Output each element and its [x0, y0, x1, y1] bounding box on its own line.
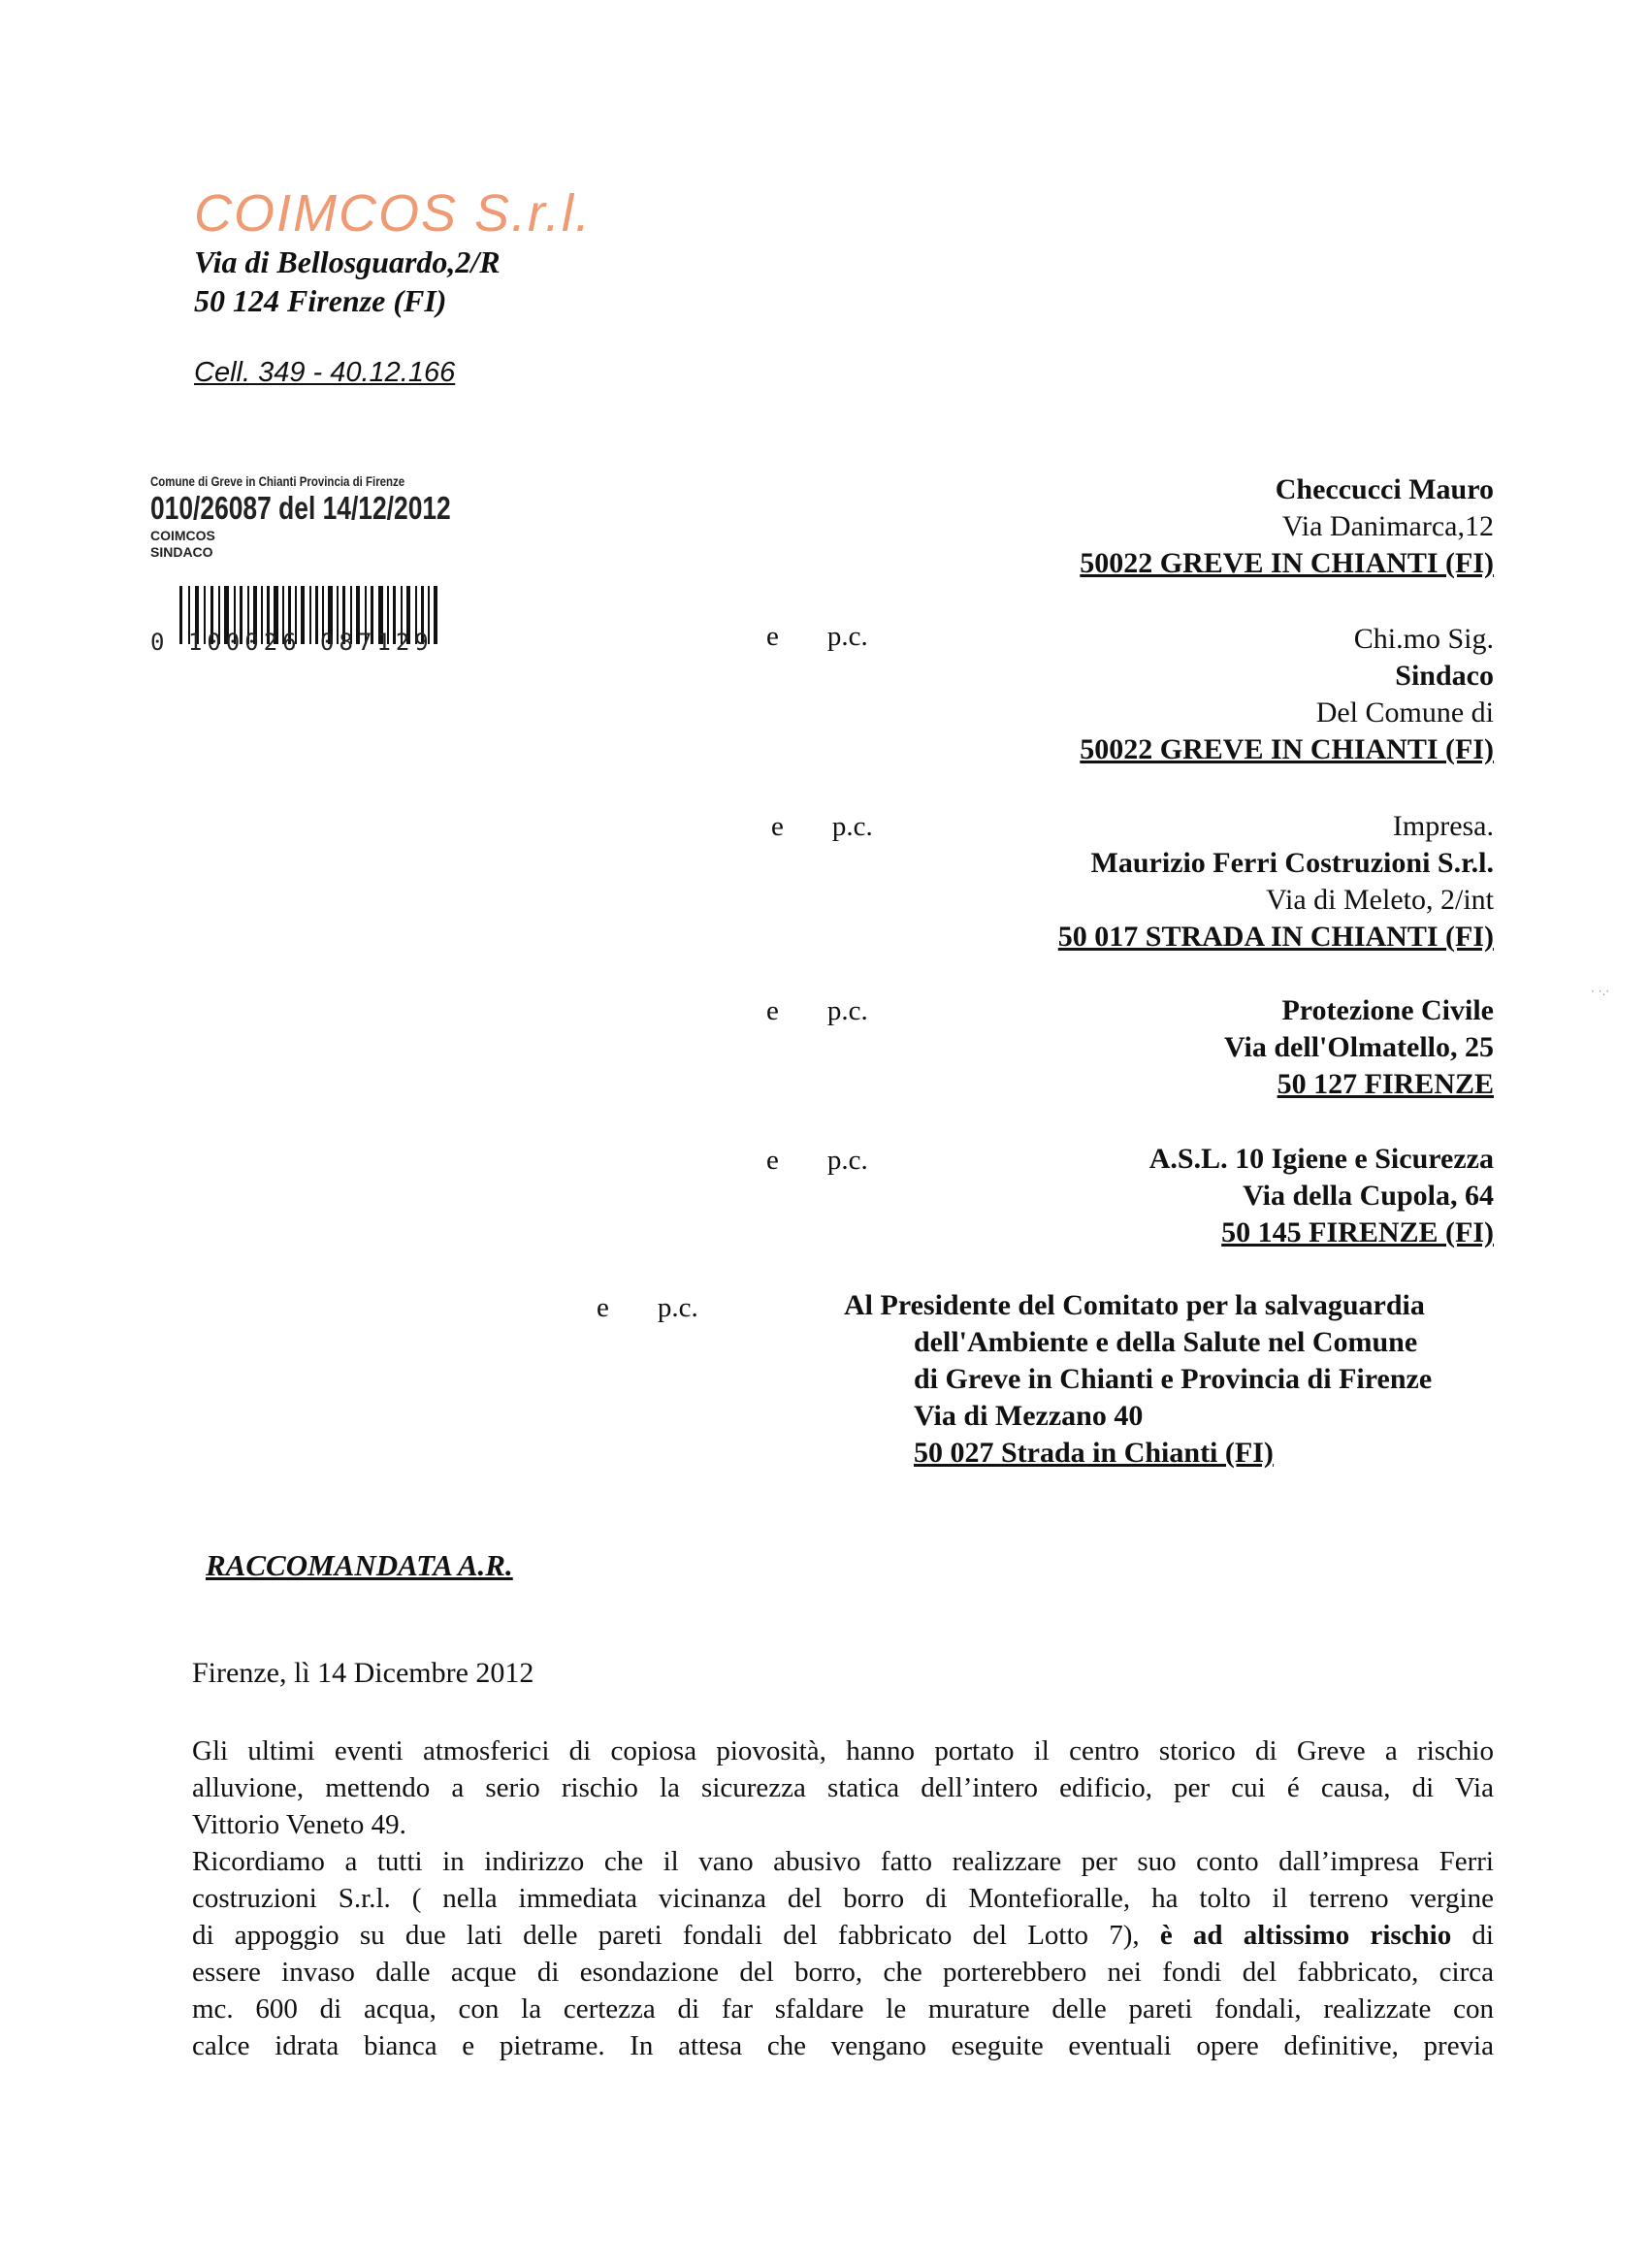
stamp-line-b: SINDACO — [150, 544, 213, 560]
sender-cell: Cell. 349 - 40.12.166 — [194, 357, 456, 388]
body-line: calce idrata bianca e pietrame. In attesa che vengano eseguite eventuali opere definitive, previa — [192, 2030, 1494, 2061]
scan-speck: · ·.· — [1591, 985, 1610, 998]
paragraph-1 — [192, 1733, 1494, 1843]
recipient-name: A.S.L. 10 Igiene e Sicurezza — [1148, 1143, 1494, 1175]
recipient-street: Via di Mezzano 40 — [914, 1400, 1144, 1432]
letter-date: Firenze, lì 14 Dicembre 2012 — [192, 1657, 534, 1689]
recipient-name: Protezione Civile — [1281, 994, 1494, 1026]
body-line: Ricordiamo a tutti in indirizzo che il vano abusivo fatto realizzare per suo conto dall’impresa Ferri — [192, 1846, 1494, 1877]
stamp-office: Comune di Greve in Chianti Provincia di Firenze — [150, 473, 405, 489]
body-line: essere invaso dalle acque di esondazione del borro, che porterebbero nei fondi del fabbricato, circa — [192, 1957, 1494, 1988]
recipient-street: Via dell'Olmatello, 25 — [1223, 1031, 1494, 1063]
barcode-number: 0 100026 087129 — [150, 629, 434, 656]
recipient-name-cont: dell'Ambiente e della Salute nel Comune — [914, 1326, 1418, 1358]
sender-city: 50 124 Firenze (FI) — [194, 283, 447, 318]
recipient-title: Chi.mo Sig. — [1353, 623, 1494, 655]
recipient-street: Via della Cupola, 64 — [1243, 1180, 1494, 1212]
recipient-city: 50 027 Strada in Chianti (FI) — [914, 1437, 1274, 1469]
recipient-city: 50 145 FIRENZE (FI) — [1221, 1216, 1494, 1248]
stamp-line-a: COIMCOS — [150, 528, 215, 543]
body-line: Vittorio Veneto 49. — [192, 1809, 406, 1840]
sender-block — [194, 184, 592, 320]
cc-label: e p.c. — [766, 621, 868, 652]
body-line: mc. 600 di acqua, con la certezza di far sfaldare le murature delle pareti fondali, realizzate con — [192, 1993, 1494, 2025]
cc-label: e p.c. — [766, 1145, 868, 1176]
body-line: di appoggio su due lati delle pareti fondali del fabbricato del Lotto 7), è ad altissimo rischio di — [192, 1920, 1494, 1951]
registered-mail-label: RACCOMANDATA A.R. — [206, 1548, 513, 1582]
recipient-street: Via Danimarca,12 — [1281, 510, 1494, 542]
protocol-stamp — [150, 473, 538, 656]
paragraph-2 — [192, 1843, 1494, 2064]
recipient-street: Del Comune di — [1315, 697, 1494, 729]
recipient-1 — [1080, 471, 1494, 582]
stamp-protocol: 010/26087 del 14/12/2012 — [150, 490, 451, 526]
recipient-city: 50022 GREVE IN CHIANTI (FI) — [1080, 733, 1494, 765]
recipient-title: Impresa. — [1392, 810, 1494, 842]
emphasis: è ad altissimo rischio — [1159, 1920, 1452, 1951]
sender-street: Via di Bellosguardo,2/R — [194, 244, 501, 279]
recipient-name: Maurizio Ferri Costruzioni S.r.l. — [1090, 847, 1494, 879]
letter-body — [192, 1733, 1494, 2064]
recipient-name: Sindaco — [1395, 660, 1494, 692]
cc-label: e p.c. — [766, 995, 868, 1026]
recipient-name: Checcucci Mauro — [1275, 473, 1494, 505]
recipient-5 — [1149, 1141, 1494, 1251]
cc-label: e p.c. — [771, 811, 873, 842]
recipient-city: 50 017 STRADA IN CHIANTI (FI) — [1057, 921, 1494, 953]
recipient-city: 50022 GREVE IN CHIANTI (FI) — [1080, 547, 1494, 579]
recipient-city: 50 127 FIRENZE — [1277, 1068, 1494, 1100]
recipient-3 — [1058, 808, 1494, 956]
recipient-6 — [844, 1287, 1432, 1472]
body-line: alluvione, mettendo a serio rischio la sicurezza statica dell’intero edificio, per cui é causa, di Via — [192, 1772, 1494, 1803]
body-line: costruzioni S.r.l. ( nella immediata vicinanza del borro di Montefioralle, ha tolto il terreno vergine — [192, 1883, 1494, 1914]
recipient-4 — [1224, 992, 1494, 1103]
recipient-name-cont: di Greve in Chianti e Provincia di Firenze — [914, 1363, 1433, 1395]
body-line: Gli ultimi eventi atmosferici di copiosa piovosità, hanno portato il centro storico di Greve a rischio — [192, 1735, 1494, 1766]
cc-label: e p.c. — [597, 1292, 698, 1323]
recipient-street: Via di Meleto, 2/int — [1266, 884, 1494, 916]
recipient-2 — [1080, 621, 1494, 768]
company-name: COIMCOS S.r.l. — [194, 184, 593, 243]
recipient-name: Al Presidente del Comitato per la salvaguardia — [844, 1289, 1425, 1321]
